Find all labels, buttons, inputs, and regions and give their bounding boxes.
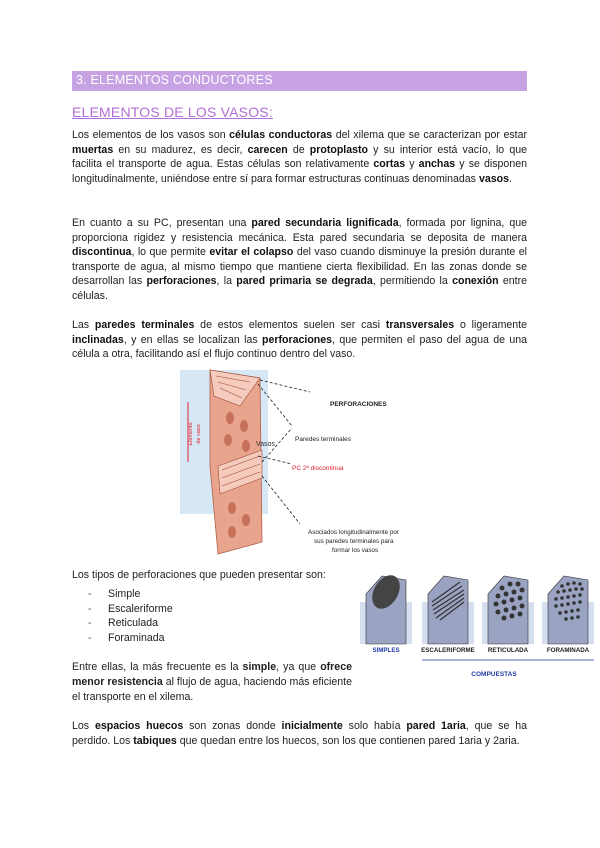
section-banner	[72, 71, 527, 91]
foraminada-label: FORAMINADA	[546, 647, 590, 654]
vessel-element-figure	[180, 366, 430, 558]
pc2-label: PC 2ª discontinua	[292, 465, 344, 472]
paragraph-2: En cuanto a su PC, presentan una pared secundaria lignificada, formada por lignina, que proporciona rigidez y resistencia mecánica. Esta pared secundaria se deposita de manera discontinua, lo que permite evitar el colapso del vaso cuando disminuye la presión durante el transporte de agua, al mismo tiempo que mantiene cierta flexibilidad. En las zonas donde se desarrollan las perforaciones, la pared primaria se degrada, permitiendo la conexión entre células.	[72, 217, 528, 302]
side-label-2: de vaso	[196, 424, 202, 444]
vasos-label: Vasos	[256, 441, 275, 448]
perforaciones-label: PERFORACIONES	[330, 401, 387, 408]
reticulada-label: RETICULADA	[487, 647, 529, 654]
simple-perforation	[360, 572, 412, 644]
list-item: - Foraminada	[88, 631, 173, 646]
list-item: - Reticulada	[88, 616, 173, 631]
paragraph-4: Entre ellas, la más frecuente es la simple, ya que ofrece menor resistencia al flujo de agua, haciendo más eficiente el transporte en el xilema.	[72, 661, 352, 703]
perforation-types-list	[88, 587, 173, 646]
list-item: - Simple	[88, 587, 173, 602]
list-item: - Escaleriforme	[88, 602, 173, 617]
escaleriforme-perforation	[422, 576, 474, 644]
foraminada-perforation	[542, 576, 594, 644]
section-title: 3. ELEMENTOS CONDUCTORES	[76, 73, 273, 87]
asociados-label-2: sus paredes terminales para	[314, 538, 394, 545]
compuestas-label: COMPUESTAS	[471, 671, 517, 678]
reticulada-perforation	[482, 576, 534, 644]
paragraph-5: Los espacios huecos son zonas donde inicialmente solo había pared 1aria, que se ha perdido. Los tabiques que quedan entre los huecos, son los que contienen pared 1aria y 2aria.	[72, 720, 527, 747]
simples-label: SIMPLES	[372, 647, 400, 654]
escaleriforme-label: ESCALERIFORME	[421, 647, 475, 654]
paragraph-1: Los elementos de los vasos son células conductoras del xilema que se caracterizan por estar muertas en su madurez, es decir, carecen de protoplasto y su interior está vacío, lo que facilita el transporte de agua. Estas células son relativamente cortas y anchas y se disponen longitudinalmente, uniéndose entre sí para formar estructuras continuas denominadas vasos.	[72, 129, 527, 185]
subtitle: ELEMENTOS DE LOS VASOS:	[72, 104, 273, 120]
paredes-terminales-label: Paredes terminales	[295, 436, 351, 443]
asociados-label-1: Asociados longitudinalmente por	[308, 529, 400, 536]
side-label-1: Elemento	[188, 422, 194, 446]
tipos-intro: Los tipos de perforaciones que pueden presentar son:	[72, 569, 326, 581]
asociados-label-3: formar los vasos	[332, 547, 379, 554]
paragraph-3: Las paredes terminales de estos elementos suelen ser casi transversales o ligeramente inclinadas, y en ellas se localizan las perforaciones, que permiten el paso del agua de una célula a otra, facilitando así el flujo continuo dentro del vaso.	[72, 319, 528, 360]
perforation-types-figure	[358, 572, 598, 684]
